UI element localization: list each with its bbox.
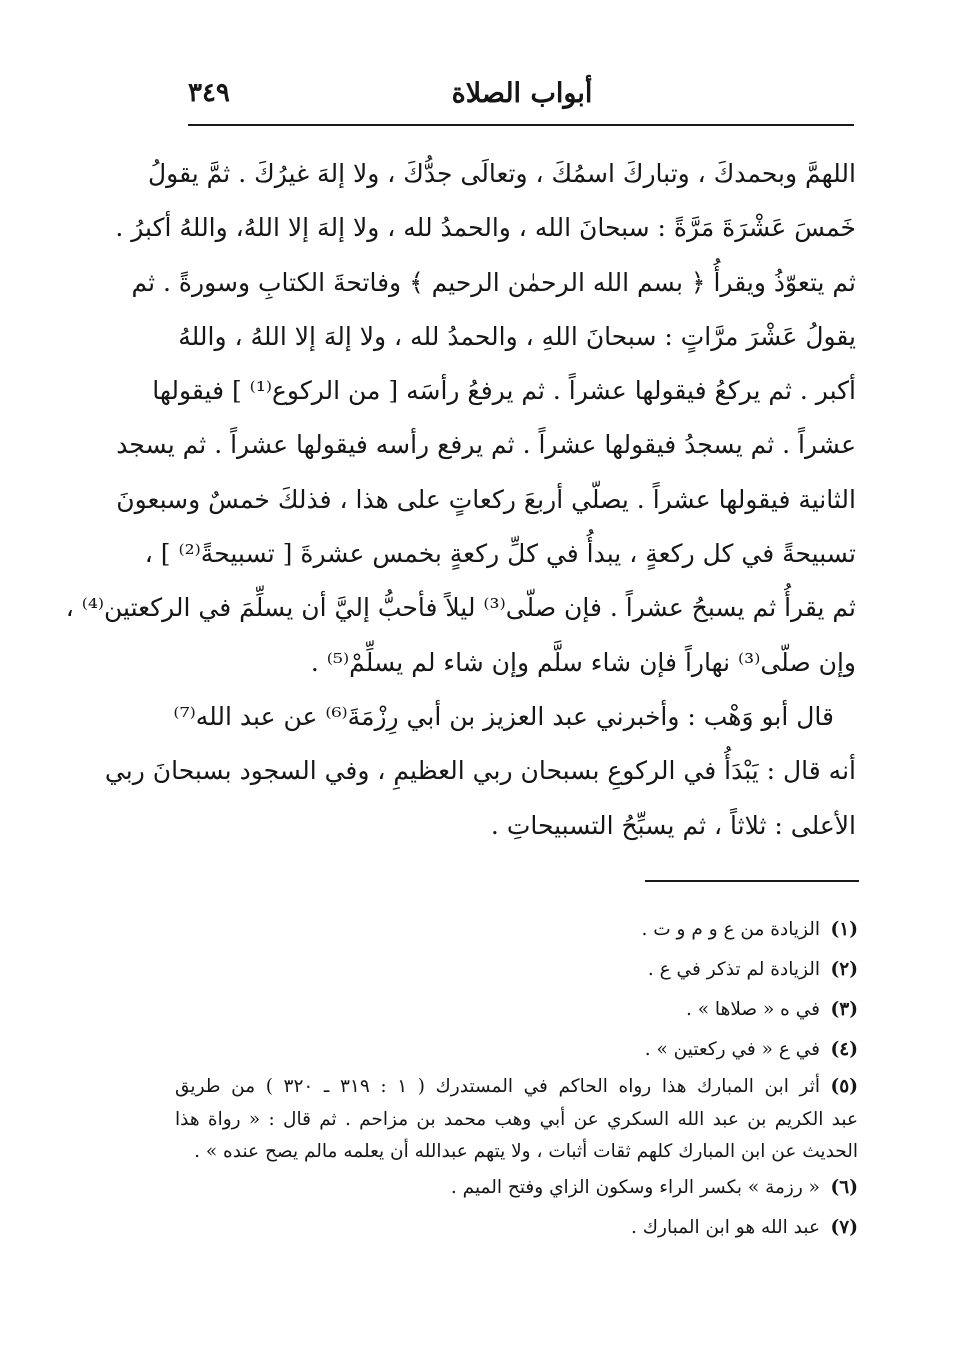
text-line: الثانية فيقولها عشراً . يصلّي أربعَ ركعاتٍ على هذا ، فذلكَ خمسٌ وسبعونَ bbox=[116, 484, 856, 514]
footnote-text: « رزمة » بكسر الراء وسكون الزاي وفتح الميم . bbox=[450, 1177, 820, 1198]
text-line: ثم يتعوّذُ ويقرأُ ﴿ بسم الله الرحمٰن الرحيم ﴾ وفاتحةَ الكتابِ وسورةً . ثم bbox=[131, 267, 856, 297]
footnote-number: (٧) bbox=[830, 1217, 858, 1238]
page-number: ٣٤٩ bbox=[188, 78, 230, 108]
footnote-text: في ه « صلاها » . bbox=[685, 999, 820, 1020]
footnote-text: في ع « في ركعتين » . bbox=[644, 1039, 820, 1060]
text-line: تسبيحةً في كل ركعةٍ ، يبدأُ في كلِّ ركعةٍ بخمس عشرةَ [ تسبيحةً⁽²⁾ ] ، bbox=[144, 539, 856, 569]
text-line: قال أبو وَهْب : وأخبرني عبد العزيز بن أبي رِزْمَةَ⁽⁶⁾ عن عبد الله⁽⁷⁾ bbox=[173, 701, 834, 731]
running-header bbox=[188, 78, 856, 118]
footnote-number: (٤) bbox=[830, 1039, 858, 1060]
footnote bbox=[175, 990, 858, 1030]
text-line: الأعلى : ثلاثاً ، ثم يسبِّحُ التسبيحاتِ . bbox=[490, 810, 856, 840]
footnote bbox=[175, 1030, 858, 1070]
footnote bbox=[175, 1168, 858, 1208]
footnotes bbox=[175, 910, 858, 1248]
text-line: خَمسَ عَشْرَةَ مَرَّةً : سبحانَ الله ، والحمدُ لله ، ولا إلهَ إلا اللهُ، واللهُ أكبرُ . bbox=[115, 213, 856, 243]
footnote-continuation: عبد الكريم بن عبد الله السكري عن أبي وهب محمد بن مزاحم . ثم قال : « رواة هذا bbox=[175, 1109, 858, 1130]
text-line: اللهمَّ وبحمدكَ ، وتباركَ اسمُكَ ، وتعالَى جدُّكَ ، ولا إلهَ غيرُكَ . ثمَّ يقولُ bbox=[148, 159, 856, 188]
footnote-number: (٣) bbox=[830, 999, 858, 1020]
footnote-divider bbox=[645, 880, 859, 882]
footnote-number: (٢) bbox=[830, 959, 858, 980]
footnote bbox=[175, 1070, 858, 1104]
footnote-text: الزيادة لم تذكر في ع . bbox=[647, 959, 820, 980]
footnote-number: (٦) bbox=[830, 1177, 858, 1198]
text-line: عشراً . ثم يسجدُ فيقولها عشراً . ثم يرفع رأسه فيقولها عشراً . ثم يسجد bbox=[116, 430, 856, 460]
footnote bbox=[175, 1208, 858, 1248]
footnote bbox=[175, 950, 858, 990]
footnote bbox=[175, 910, 858, 950]
footnote-number: (٥) bbox=[830, 1076, 858, 1097]
chapter-title: أبواب الصلاة bbox=[451, 78, 593, 109]
footnote-number: (١) bbox=[830, 919, 858, 940]
main-text bbox=[65, 147, 856, 853]
text-line: يقولُ عَشْرَ مرَّاتٍ : سبحانَ اللهِ ، والحمدُ لله ، ولا إلهَ إلا اللهُ ، واللهُ bbox=[178, 321, 856, 351]
text-line: ثم يقرأُ ثم يسبحُ عشراً . فإن صلّى⁽³⁾ ليلاً فأحبُّ إليَّ أن يسلِّمَ في الركعتين⁽⁴⁾ ، bbox=[65, 593, 856, 623]
text-line: أنه قال : يَبْدَأُ في الركوعِ بسبحان ربي العظيمِ ، وفي السجود بسبحانَ ربي bbox=[104, 756, 856, 786]
text-line: أكبر . ثم يركعُ فيقولها عشراً . ثم يرفعُ رأسَه [ من الركوع⁽¹⁾ ] فيقولها bbox=[152, 376, 856, 406]
footnote-continuation: الحديث عن ابن المبارك كلهم ثقات أثبات ، ولا يتهم عبدالله أن يعلمه مالم يصح عنده » . bbox=[194, 1141, 858, 1162]
text-line: وإن صلّى⁽³⁾ نهاراً فإن شاء سلَّم وإن شاء لم يسلِّمْ⁽⁵⁾ . bbox=[310, 647, 856, 677]
footnote-text: أثر ابن المبارك هذا رواه الحاكم في المستدرك ( ١ : ٣١٩ ـ ٣٢٠ ) من طريق bbox=[175, 1076, 820, 1097]
footnote-text: الزيادة من ع و م و ت . bbox=[641, 919, 820, 940]
header-divider bbox=[188, 124, 854, 126]
footnote-text: عبد الله هو ابن المبارك . bbox=[631, 1217, 820, 1238]
